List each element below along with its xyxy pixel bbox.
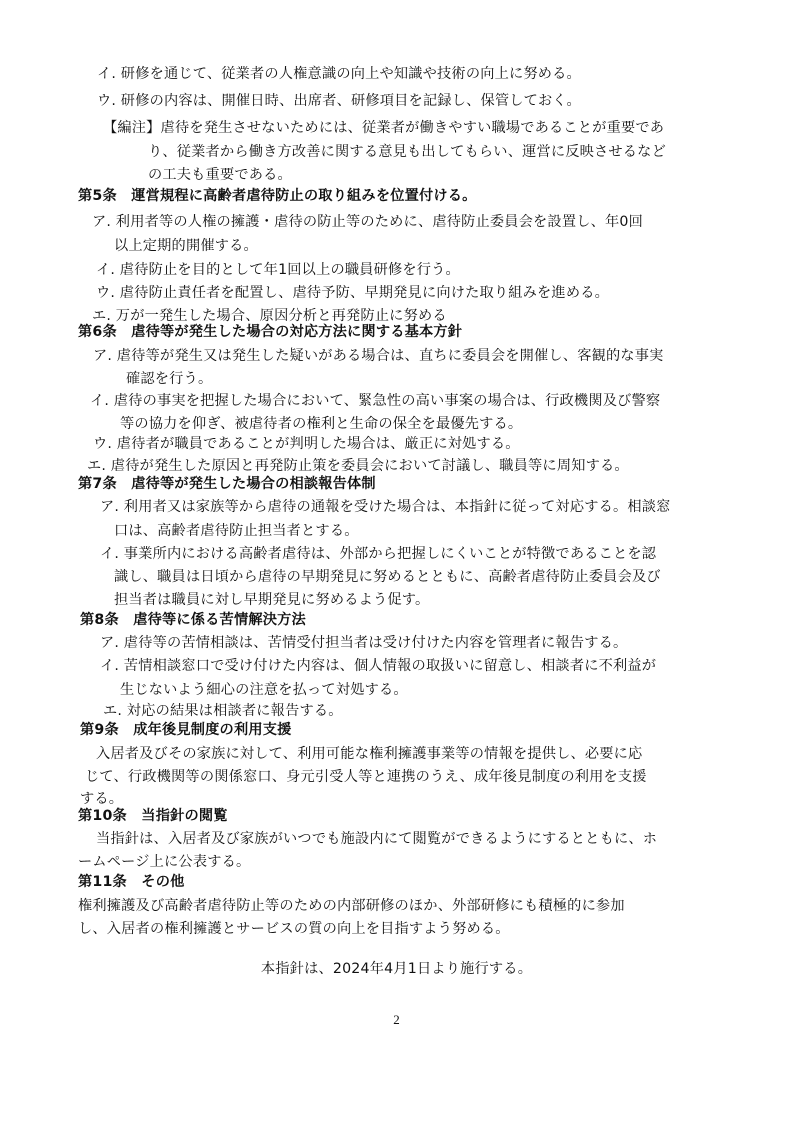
text-line: イ. 研修を通じて、従業者の人権意識の向上や知識や技術の向上に努める。 bbox=[97, 66, 581, 82]
article-7-heading: 第7条 虐待等が発生した場合の相談報告体制 bbox=[78, 476, 376, 492]
page-number: 2 bbox=[393, 1012, 400, 1027]
article-5-heading: 第5条 運営規程に高齢者虐待防止の取り組みを位置付ける。 bbox=[78, 188, 477, 204]
text-line: ア. 利用者等の人権の擁護・虐待の防止等のために、虐待防止委員会を設置し、年0回 bbox=[92, 214, 643, 230]
text-line: じて、行政機関等の関係窓口、身元引受人等と連携のうえ、成年後見制度の利用を支援 bbox=[85, 769, 647, 785]
text-line: する。 bbox=[80, 791, 124, 807]
text-line: 権利擁護及び高齢者虐待防止等のための内部研修のほか、外部研修にも積極的に参加 bbox=[78, 898, 625, 914]
article-10-heading: 第10条 当指針の閲覧 bbox=[78, 808, 228, 824]
text-line: イ. 虐待防止を目的として年1回以上の職員研修を行う。 bbox=[96, 262, 460, 278]
text-line: 生じないよう細心の注意を払って対処する。 bbox=[120, 682, 408, 698]
text-line: イ. 虐待の事実を把握した場合において、緊急性の高い事案の場合は、行政機関及び警察 bbox=[90, 393, 661, 409]
text-line: ウ. 虐待防止責任者を配置し、虐待予防、早期発見に向けた取り組みを進める。 bbox=[96, 285, 609, 301]
text-line: エ. 対応の結果は相談者に報告する。 bbox=[103, 703, 343, 719]
text-line: 当指針は、入居者及び家族がいつでも施設内にて閲覧ができるようにするとともに、ホ bbox=[96, 831, 658, 847]
article-8-heading: 第8条 虐待等に係る苦情解決方法 bbox=[80, 612, 306, 628]
article-9-heading: 第9条 成年後見制度の利用支援 bbox=[80, 722, 292, 738]
text-line: ア. 利用者又は家族等から虐待の通報を受けた場合は、本指針に従って対応する。相談窓 bbox=[100, 499, 671, 515]
text-line: ア. 虐待等の苦情相談は、苦情受付担当者は受け付けた内容を管理者に報告する。 bbox=[100, 635, 628, 651]
text-line: ウ. 研修の内容は、開催日時、出席者、研修項目を記録し、保管しておく。 bbox=[97, 93, 581, 109]
text-line: 口は、高齢者虐待防止担当者とする。 bbox=[114, 523, 359, 539]
text-line: 確認を行う。 bbox=[126, 371, 213, 387]
text-line: り、従業者から働き方改善に関する意見も出してもらい、運営に反映させるなど bbox=[148, 144, 666, 160]
text-line: 以上定期的開催する。 bbox=[114, 238, 258, 254]
text-line: 等の協力を仰ぎ、被虐待者の権利と生命の保全を最優先する。 bbox=[120, 416, 523, 432]
text-line: ームページ上に公表する。 bbox=[78, 854, 251, 870]
article-11-heading: 第11条 その他 bbox=[78, 874, 185, 890]
text-line: の工夫も重要である。 bbox=[148, 167, 292, 183]
text-line: 入居者及びその家族に対して、利用可能な権利擁護事業等の情報を提供し、必要に応 bbox=[96, 746, 643, 762]
text-line: エ. 虐待が発生した原因と再発防止策を委員会において討議し、職員等に周知する。 bbox=[87, 458, 629, 474]
effective-date: 本指針は、2024年4月1日より施行する。 bbox=[260, 961, 533, 977]
text-line: ウ. 虐待者が職員であることが判明した場合は、厳正に対処する。 bbox=[93, 436, 520, 452]
text-line: イ. 苦情相談窓口で受け付けた内容は、個人情報の取扱いに留意し、相談者に不利益が bbox=[100, 658, 657, 674]
text-line: ア. 虐待等が発生又は発生した疑いがある場合は、直ちに委員会を開催し、客観的な事実 bbox=[93, 348, 664, 364]
text-line: 識し、職員は日頃から虐待の早期発見に努めるとともに、高齢者虐待防止委員会及び bbox=[114, 569, 661, 585]
text-line: 担当者は職員に対し早期発見に努めるよう促す。 bbox=[114, 592, 430, 608]
article-6-heading: 第6条 虐待等が発生した場合の対応方法に関する基本方針 bbox=[78, 324, 463, 340]
text-line: イ. 事業所内における高齢者虐待は、外部から把握しにくいことが特徴であることを認 bbox=[100, 546, 657, 562]
text-line: し、入居者の権利擁護とサービスの質の向上を目指すよう努める。 bbox=[78, 921, 510, 937]
text-line: エ. 万が一発生した場合、原因分析と再発防止に努める bbox=[92, 308, 447, 324]
text-line: 【編注】虐待を発生させないためには、従業者が働きやすい職場であることが重要であ bbox=[103, 120, 665, 136]
